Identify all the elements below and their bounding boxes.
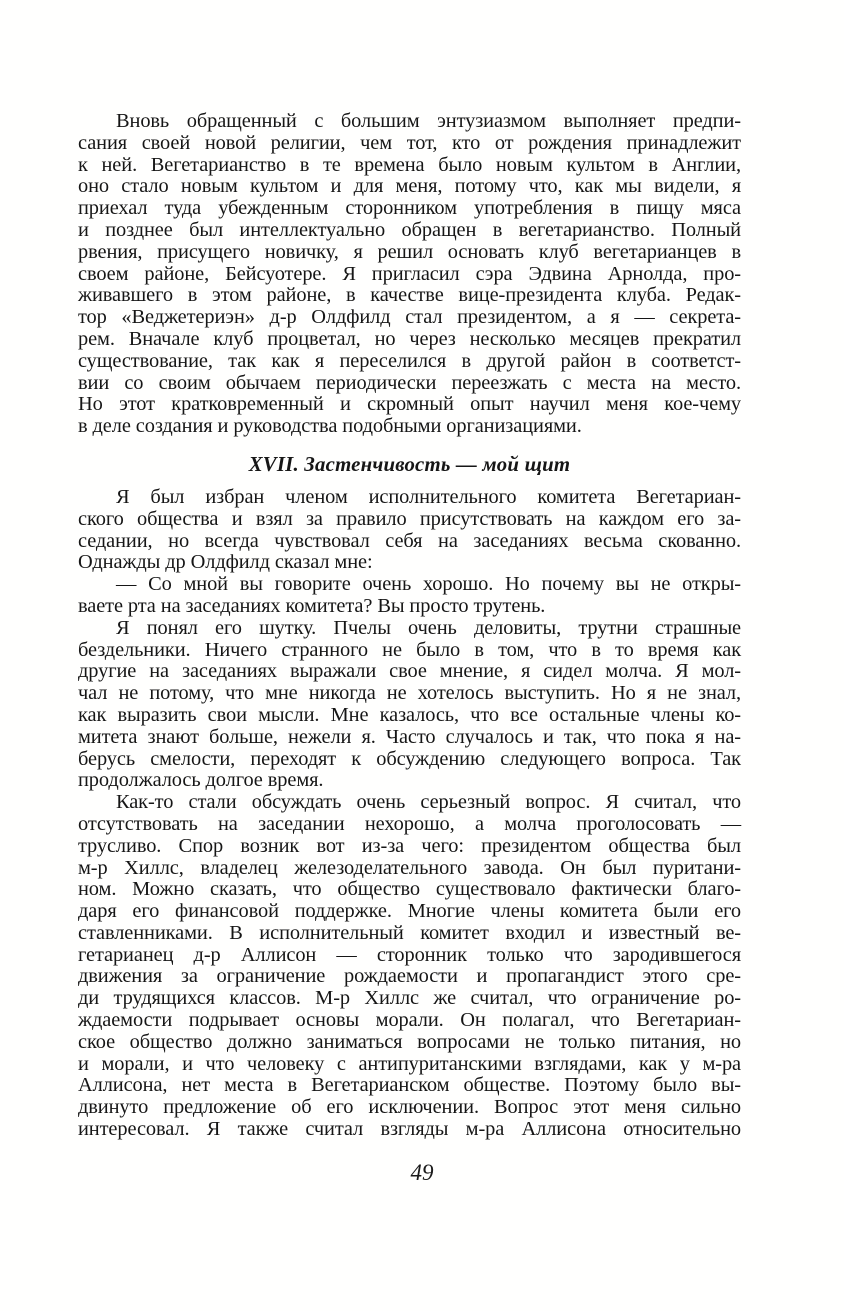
text-line: как выразить свои мысли. Мне казалось, что все остальные члены ко- <box>78 703 741 726</box>
paragraph <box>78 792 741 1141</box>
text-line: продолжалось долгое время. <box>78 769 324 792</box>
text-line: другие на заседаниях выражали свое мнение, я сидел молча. Я мол- <box>78 660 741 683</box>
text-line: м-р Хиллс, владелец железоделательного завода. Он был пуритани- <box>78 856 741 879</box>
text-line: и позднее был интеллектуально обращен в вегетарианство. Полный <box>78 218 741 241</box>
text-line: ставленниками. В исполнительный комитет входил и известный ве- <box>78 921 741 944</box>
text-line: вии со своим обычаем периодически переезжать с места на место. <box>78 371 741 394</box>
text-line: движения за ограничение рождаемости и пропагандист этого сре- <box>78 965 741 988</box>
text-line: тор «Веджетериэн» д-р Олдфилд стал президентом, а я — секрета- <box>78 306 741 329</box>
text-line: ждаемости подрывает основы морали. Он полагал, что Вегетариан- <box>78 1009 741 1032</box>
text-block <box>78 111 741 1141</box>
text-line: и морали, и что человеку с антипуританскими взглядами, как у м-ра <box>78 1052 741 1075</box>
text-line: Аллисона, нет места в Вегетарианском обществе. Поэтому было вы- <box>78 1074 741 1097</box>
text-line: сания своей новой религии, чем тот, кто от рождения принадлежит <box>78 131 741 154</box>
text-line: Но этот кратковременный и скромный опыт научил меня кое-чему <box>78 393 741 416</box>
text-line: ном. Можно сказать, что общество существовало фактически благо- <box>78 878 741 901</box>
paragraph <box>78 111 741 438</box>
text-line: рем. Вначале клуб процветал, но через несколько месяцев прекратил <box>78 327 741 350</box>
text-line: чал не потому, что мне никогда не хотелось выступить. Но я не знал, <box>78 682 741 705</box>
text-line: — Со мной вы говорите очень хорошо. Но почему вы не откры- <box>116 573 741 596</box>
text-line: приехал туда убежденным сторонником употребления в пищу мяса <box>78 197 741 220</box>
text-line: ское общество должно заниматься вопросами не только питания, но <box>78 1030 741 1053</box>
text-line: митета знают больше, нежели я. Часто случалось и так, что пока я на- <box>78 725 741 748</box>
chapter-heading: XVII. Застенчивость — мой щит <box>248 452 571 476</box>
text-line: в деле создания и руководства подобными организациями. <box>78 415 582 438</box>
text-line: рвения, присущего новичку, я решил основать клуб вегетарианцев в <box>78 240 741 263</box>
text-line: гетарианец д-р Аллисон — сторонник только что зародившегося <box>78 943 741 966</box>
text-line: Однажды др Олдфилд сказал мне: <box>78 551 373 574</box>
text-line: Как-то стали обсуждать очень серьезный вопрос. Я считал, что <box>116 791 741 814</box>
text-line: живавшего в этом районе, в качестве вице-президента клуба. Редак- <box>78 284 741 307</box>
text-line: ди трудящихся классов. М-р Хиллс же считал, что ограничение ро- <box>78 987 741 1010</box>
text-line: интересовал. Я также считал взгляды м-ра Аллисона относительно <box>78 1118 741 1141</box>
page-number: 49 <box>410 1160 434 1185</box>
paragraph <box>78 487 741 574</box>
text-line: своем районе, Бейсуотере. Я пригласил сэра Эдвина Арнолда, про- <box>78 262 741 285</box>
text-line: ваете рта на заседаниях комитета? Вы просто трутень. <box>78 594 546 617</box>
text-line: существование, так как я переселился в другой район в соответст- <box>78 349 741 372</box>
text-line: седании, но всегда чувствовал себя на заседаниях весьма скованно. <box>78 529 741 552</box>
text-line: к ней. Вегетарианство в те времена было новым культом в Англии, <box>78 153 741 176</box>
text-line: трусливо. Спор возник вот из-за чего: президентом общества был <box>78 834 741 857</box>
text-line: берусь смелости, переходят к обсуждению следующего вопроса. Так <box>78 747 741 770</box>
text-line: Я был избран членом исполнительного комитета Вегетариан- <box>116 485 741 508</box>
text-line: оно стало новым культом и для меня, потому что, как мы видели, я <box>78 175 741 198</box>
paragraph <box>78 574 741 618</box>
text-line: ского общества и взял за правило присутствовать на каждом его за- <box>78 507 741 530</box>
text-line: бездельники. Ничего странного не было в том, что в то время как <box>78 638 741 661</box>
text-line: Я понял его шутку. Пчелы очень деловиты, трутни страшные <box>116 616 741 639</box>
text-line: отсутствовать на заседании нехорошо, а молча проголосовать — <box>78 812 741 835</box>
paragraph <box>78 618 741 792</box>
text-line: даря его финансовой поддержке. Многие члены комитета были его <box>78 900 741 923</box>
text-line: двинуто предложение об его исключении. Вопрос этот меня сильно <box>78 1096 741 1119</box>
text-line: Вновь обращенный с большим энтузиазмом выполняет предпи- <box>116 110 741 132</box>
